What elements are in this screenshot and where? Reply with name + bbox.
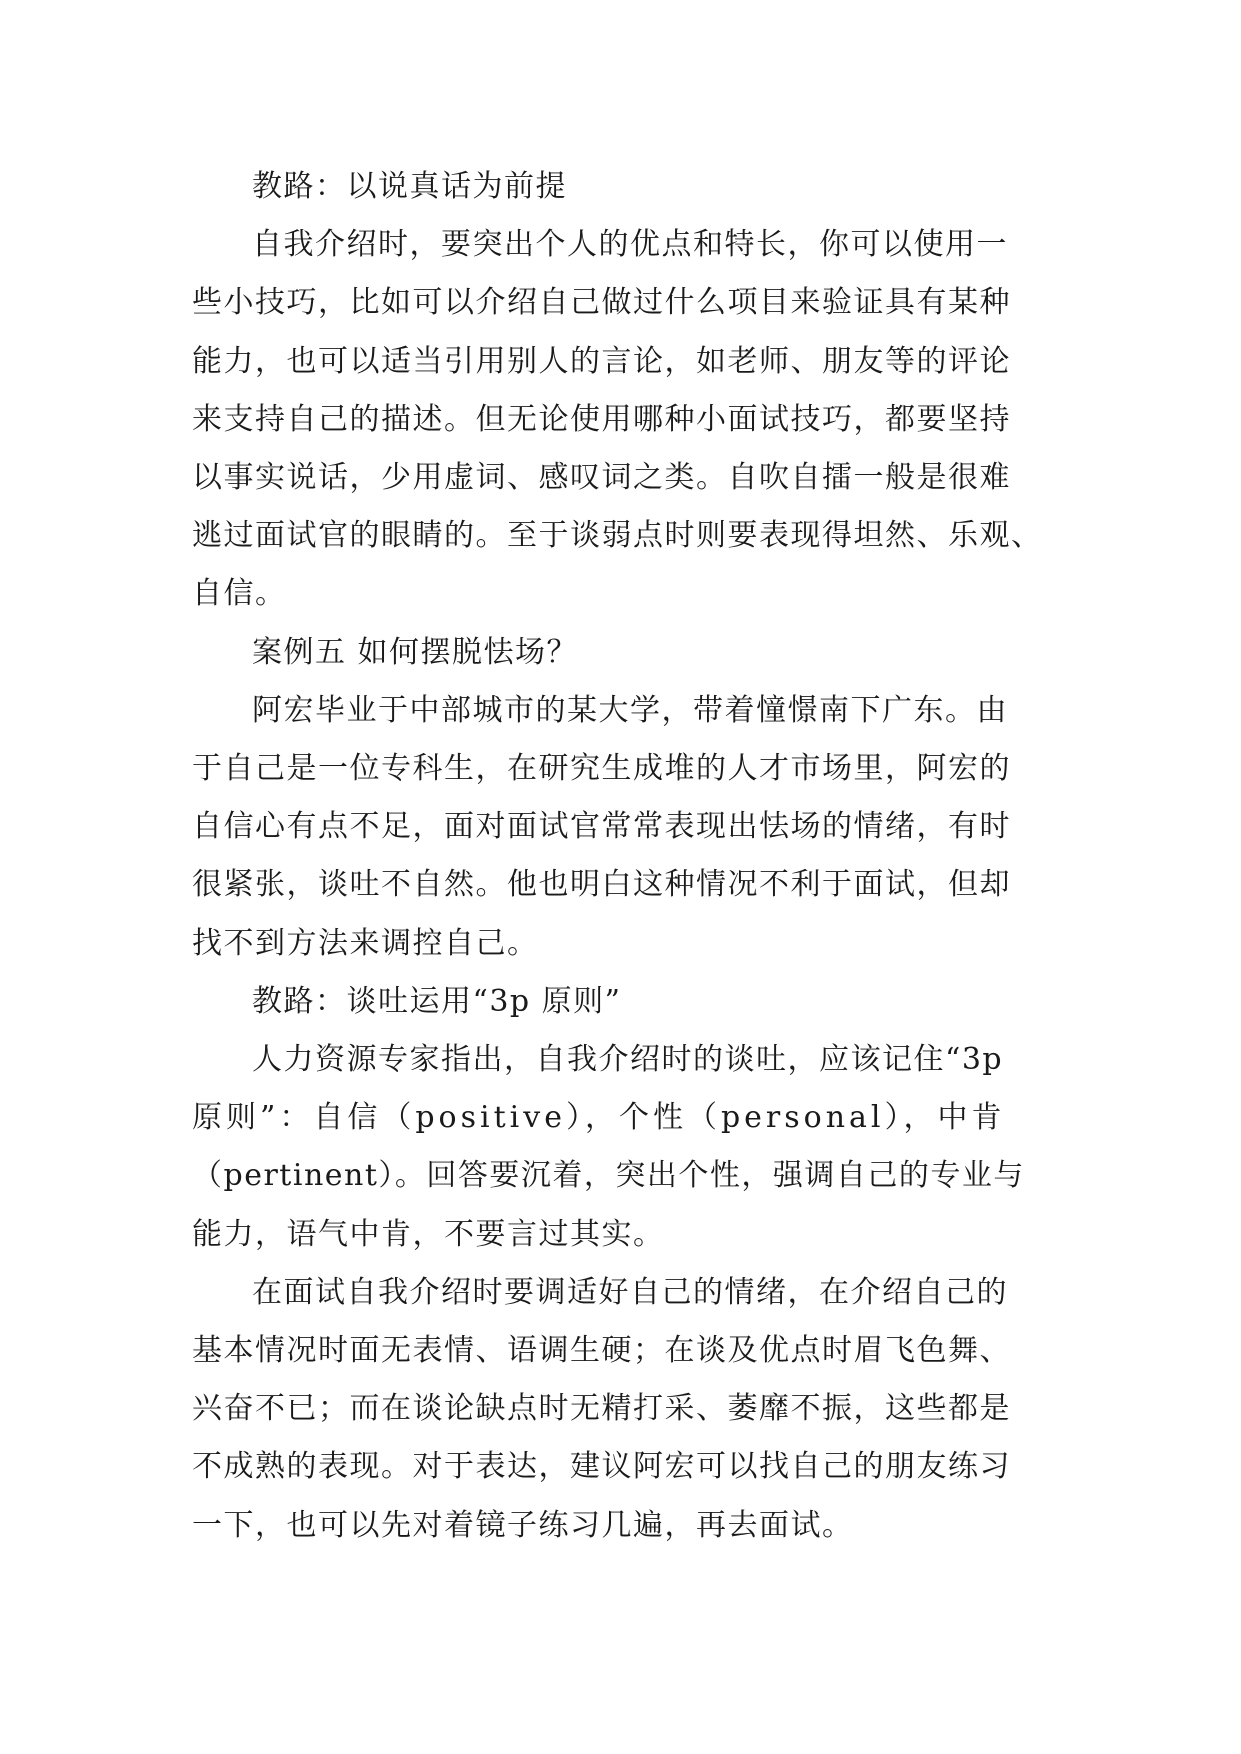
paragraph-body-3 — [192, 1031, 1052, 1264]
text-line: 自信。 — [192, 576, 287, 612]
text-line: 教路：谈吐运用“3p 原则” — [252, 983, 622, 1019]
text-line: 兴奋不已；而在谈论缺点时无精打采、萎靡不振，这些都是 — [192, 1391, 1011, 1427]
paragraph-body-2 — [192, 682, 1052, 973]
text-line: 以事实说话，少用虚词、感叹词之类。自吹自擂一般是很难 — [192, 460, 1011, 496]
text-line: 来支持自己的描述。但无论使用哪种小面试技巧，都要坚持 — [192, 401, 1011, 437]
text-line: 于自己是一位专科生，在研究生成堆的人才市场里，阿宏的 — [192, 751, 1011, 787]
text-line: 阿宏毕业于中部城市的某大学，带着憧憬南下广东。由 — [252, 692, 1008, 728]
text-line: 案例五 如何摆脱怯场？ — [252, 634, 579, 670]
text-line: 找不到方法来调控自己。 — [192, 925, 539, 961]
text-line: 原则”：自信（positive），个性（personal），中肯 — [192, 1100, 1006, 1136]
text-line: 教路：以说真话为前提 — [252, 169, 567, 204]
text-line: 一下，也可以先对着镜子练习几遍，再去面试。 — [192, 1507, 854, 1543]
text-line: 在面试自我介绍时要调适好自己的情绪，在介绍自己的 — [252, 1274, 1008, 1310]
text-line: 不成熟的表现。对于表达，建议阿宏可以找自己的朋友练习 — [192, 1449, 1011, 1485]
paragraph-body-4 — [192, 1264, 1052, 1555]
text-line: （pertinent）。回答要沉着，突出个性，强调自己的专业与 — [192, 1158, 1025, 1194]
text-line: 人力资源专家指出，自我介绍时的谈吐，应该记住“3p — [252, 1042, 1004, 1078]
paragraph-heading-tip-1 — [192, 158, 1052, 216]
text-line: 很紧张，谈吐不自然。他也明白这种情况不利于面试，但却 — [192, 867, 1011, 903]
text-line: 能力，语气中肯，不要言过其实。 — [192, 1216, 665, 1252]
paragraph-heading-tip-2 — [192, 973, 1052, 1031]
text-line: 逃过面试官的眼睛的。至于谈弱点时则要表现得坦然、乐观、 — [192, 518, 1043, 554]
text-line: 自信心有点不足，面对面试官常常表现出怯场的情绪，有时 — [192, 809, 1011, 845]
text-line: 些小技巧，比如可以介绍自己做过什么项目来验证具有某种 — [192, 285, 1011, 321]
text-line: 基本情况时面无表情、语调生硬；在谈及优点时眉飞色舞、 — [192, 1333, 1011, 1369]
text-line: 能力，也可以适当引用别人的言论，如老师、朋友等的评论 — [192, 343, 1011, 379]
document-page — [192, 158, 1052, 1555]
paragraph-body-1 — [192, 216, 1052, 623]
paragraph-heading-case-5 — [192, 624, 1052, 682]
text-line: 自我介绍时，要突出个人的优点和特长，你可以使用一 — [252, 227, 1008, 263]
